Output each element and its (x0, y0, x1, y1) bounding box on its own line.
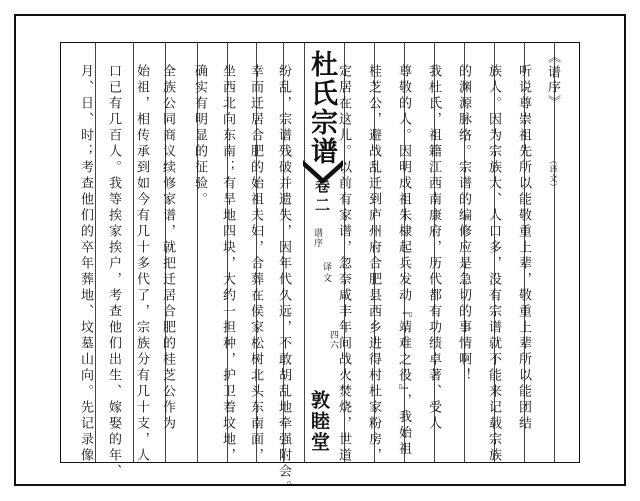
text-column: 始祖，相传承到如今有几十多代了，宗族分有几十支，人 (134, 64, 149, 464)
text-column: 纷乱，宗谱残破并遗失，因年代久远，不敢胡乱地牵强附会。 (276, 64, 291, 496)
section-sub-label: 谱序 (312, 228, 322, 248)
page-number: 四六 (328, 330, 338, 350)
hall-name: 敦睦堂 (308, 390, 330, 453)
translation-sub-label: 译文 (321, 262, 331, 284)
text-column: 我杜氏，祖籍江西南康府，历代都有功绩卓著、受人 (426, 64, 441, 432)
text-column: 听说尊崇祖先所以能敬重上辈，敬重上辈所以能团结 (516, 64, 531, 432)
text-column: 确实有明显的征验。 (192, 64, 207, 208)
text-column: 坐西北向东南；有旱地四块，大约一担种，护卫着坟地， (220, 64, 235, 464)
text-column: 全族公同商议续修家谱，就把迁居合肥的桂芝公作为 (160, 64, 175, 432)
text-column: 的渊源脉络。宗谱的编修应是急切的事情啊！ (456, 64, 471, 384)
text-column: 月、日、时；考查他们的卒年葬地、坟墓山向。先记录像 (78, 64, 93, 464)
volume-label: 卷二 (313, 178, 331, 216)
text-column: 桂芝公，避战乱迁到庐州府合肥县西乡进得村杜家粉房， (366, 64, 381, 464)
text-column: 族人。因为宗族大、人口多，没有宗谱就不能来记载宗族 (486, 64, 501, 464)
section-heading: 《谱序》 (545, 50, 560, 110)
text-column: 幸而迁居合肥的始祖夫妇，合葬在侯家松树北头东南面， (248, 64, 263, 464)
book-title: 杜氏宗谱 (306, 50, 337, 166)
text-column: 口已有几百人。我等挨家挨户，考查他们出生、嫁娶的年、 (106, 64, 121, 480)
text-column: 尊敬的人。因明成祖朱棣起兵发动『靖难之役』，我始祖 (396, 64, 411, 458)
text-column: 定居在这儿。以前有家谱，忽奈咸丰年间战火焚烧，世道 (336, 64, 351, 464)
translation-note: （译文） (549, 156, 558, 192)
